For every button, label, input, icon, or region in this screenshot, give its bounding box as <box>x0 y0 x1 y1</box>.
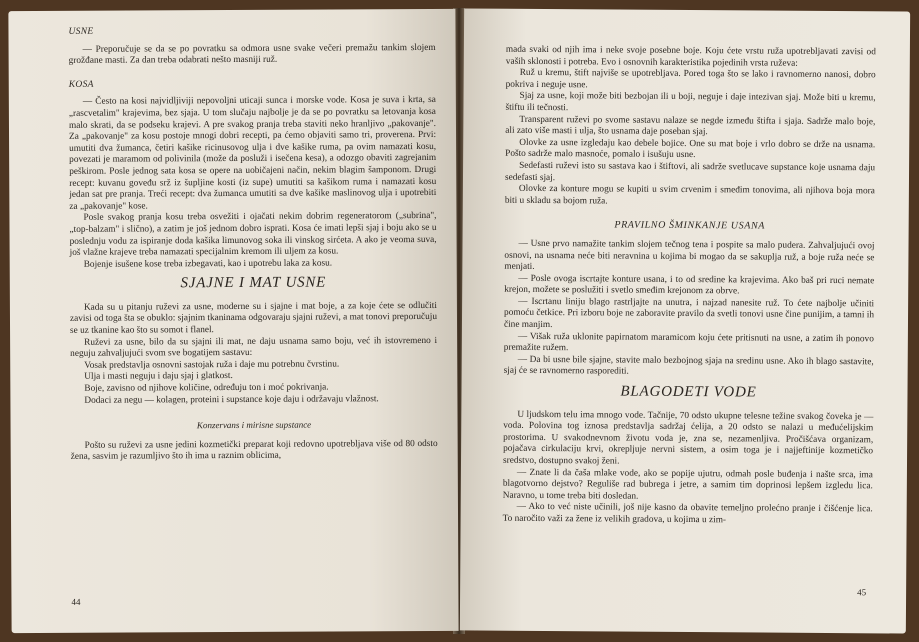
sjajne-paragraph-6: Dodaci za negu — kolagen, proteini i supstance koje daju i održavaju vlažnost. <box>84 393 379 406</box>
kosa-paragraph-1: — Često na kosi najvidljiviji nepovoljni uticaji sunca i morske vode. Kosa je suva i krta, sa „rascvetalim" krajevima, bez sjaja. U tom slučaju najbolje je da se po povratku sa letovanja kosa malo skrati, da se podseku krajevi. A pre svakog pranja treba staviti neko hranljivo „pakovanje". Za „pakovanje" za kosu postoje mnogi dobri recepti, pa ćemo objaviti samo tri, proverena. Prvi: umutiti dva žumanca, četiri kašike ricinusovog ulja i dve kašike ruma, pa ovim namazati kosu, povezati je maramom od polivinila (može da posluži i isečena kesa), a odozgo obaviti zagrejanim peškirom. Posle jednog sata kosa se opere na uobičajeni način, nekim blagim šamponom. Drugi recept: kuvanu goveđu srž iz šupljine kosti (iz supe) umutiti sa kašikom ruma i namazati kosu jedan sat pre pranja. Treći recept: dva žumanca umutiti sa dve kašike maslinovog ulja i upotrebiti za „pakovanje" kose. <box>68 95 437 212</box>
sedefasti-paragraph: Sedefasti ruževi isto su sastava kao i štiftovi, ali sadrže svetlucave supstance koje usnama daju sedefasti sjaj. <box>504 160 876 183</box>
right-page <box>460 8 910 633</box>
pravilno-step-2: — Posle ovoga iscrtajte konture usana, i to od sredine ka krajevima. Ako baš pri ruci nemate krejon, možete se poslužiti i svetlo smeđim krejonom za obrve. <box>504 273 875 297</box>
usne-paragraph: — Preporučuje se da se po povratku sa odmora usne svake večeri premažu tankim slojem grožđane masti. Za dan treba odabrati nešto masniji ruž. <box>68 42 436 67</box>
sjajne-paragraph-5: Boje, zavisno od njihove količine, određuju ton i moć pokrivanja. <box>84 382 329 394</box>
sjajne-paragraph-3: Vosak predstavlja osnovni sastojak ruža i daje mu potrebnu čvrstinu. <box>84 359 340 371</box>
pravilno-step-3: — Iscrtanu liniju blago rastrljajte na unutra, i najzad nanesite ruž. To ćete najbolje učiniti pomoću četkice. Pri izboru boje ne zaboravite pravilo da svetli tonovi usne čine punijim, a tamni ih čine manjim. <box>503 296 875 331</box>
pravilno-step-5: — Da bi usne bile sjajne, stavite malo bezbojnog sjaja na sredinu usne. Ako ih blago sastavite, sjaj će se ravnomerno rasporediti. <box>503 354 874 378</box>
pravilno-step-1: — Usne prvo namažite tankim slojem tečnog tena i pospite sa malo pudera. Zahvaljujući ovoj osnovi, na usnama neće biti neravnina u kojima bi mogao da se sakuplja ruž, a boje ruža neće se menjati. <box>504 238 875 273</box>
ruz-kremu-paragraph: Ruž u kremu, štift najviše se upotrebljava. Pored toga što se lako i ravnomerno nanosi, dobro pokriva i neguje usne. <box>505 68 876 91</box>
ruz-intro-paragraph: mada svaki od njih ima i neke svoje posebne boje. Koju ćete vrstu ruža upotrebljavati zavisi od vaših sklonosti i potreba. Evo i osnovnih karakteristika pojedinih vrsta ruževa: <box>505 44 876 69</box>
left-page <box>8 9 458 633</box>
pravilno-step-4: — Višak ruža uklonite papirnatom maramicom koju ćete pritisnuti na usne, a zatim ih ponovo premažite ružem. <box>503 331 874 354</box>
usne-subheading: USNE <box>68 26 94 37</box>
konzervans-heading: Konzervans i mirisne supstance <box>196 419 312 431</box>
sjajne-heading: SJAJNE I MAT USNE <box>180 274 327 292</box>
sjajne-paragraph-4: Ulja i masti neguju i daju sjaj i glatkost. <box>84 371 233 383</box>
left-page-number: 44 <box>71 596 81 607</box>
blagodeti-paragraph-1: U ljudskom telu ima mnogo vode. Tačnije, 70 odsto ukupne telesne težine svakog čoveka je — voda. Polovina tog iznosa predstavlja sadržaj ćelija, a 20 odsto se nalazi u međućelijskim prostorima. U svakodnevnom životu voda je, zna se, nezamenljiva. Pročišćava organizam, pojačava cirkulaciju krvi, okrepljuje nervni sistem, a osim toga je i najjeftinije kozmetičko sredstvo, dostupno svakoj ženi. <box>502 409 874 467</box>
sjaj-paragraph: Sjaj za usne, koji može biti bezbojan ili u boji, neguje i daje intezivan sjaj. Može biti u kremu, štiftu ili tečnosti. <box>505 91 876 114</box>
olovke-konture-paragraph: Olovke za konture mogu se kupiti u svim crvenim i smeđim tonovima, ali njihova boja mora biti u skladu sa bojom ruža. <box>504 183 875 207</box>
blagodeti-paragraph-3: — Ako to već niste učinili, još nije kasno da obavite temeljno prolećno pranje i čišćenje lica. To naročito važi za žene iz velikih gradova, u kojima u zim- <box>502 502 873 526</box>
konzervans-paragraph-1: Pošto su ruževi za usne jedini kozmetički preparat koji redovno upotrebljava više od 80 odsto žena, sasvim je razumljivo što ih ima u raznim oblicima, <box>70 438 438 463</box>
sjajne-paragraph-2: Ruževi za usne, bilo da su sjajni ili mat, ne daju usnama samo boju, već ih istovremeno i neguju zahvaljujući svom sve bogatijem sastavu: <box>70 335 438 360</box>
blagodeti-paragraph-2: — Znate li da čaša mlake vode, ako se popije ujutru, odmah posle buđenja i našte srca, ima blagotvorno dejstvo? Reguliše rad bubrega i jetre, a samim tim doprinosi lepšem izgledu lica. Naravno, u tome treba biti dosledan. <box>502 467 873 502</box>
right-page-number: 45 <box>857 587 867 598</box>
transparent-paragraph: Transparent ruževi po svome sastavu nalaze se negde između štifta i sjaja. Sadrže malo boje, ali zato više masti i ulja, što usnama daje poseban sjaj. <box>505 114 876 138</box>
pravilno-heading: PRAVILNO ŠMINKANJE USANA <box>614 219 765 232</box>
kosa-subheading: KOSA <box>68 79 94 90</box>
kosa-paragraph-2: Posle svakog pranja kosu treba osvežiti i ojačati nekim dobrim regeneratorom („subrina", „top-balzam" i slično), a zatim je još jednom dobro isprati. Kosa će imati lepši sjaj i boju ako se u poslednju vodu za ispiranje doda kašika limunovog soka ili vinskog sirćeta. A ako je veoma suva, još vlažne krajeve treba namazati specijalnim kremom ili uljem za kosu. <box>69 211 437 258</box>
sjajne-paragraph-1: Kada su u pitanju ruževi za usne, moderne su i sjajne i mat boje, a za koje ćete se odlučiti zavisi od toga šta se obuklo: sjajnim tkaninama odgovaraju sjajni ruževi, a mat tonovi preporučuju se uz tkanine kao što su somot i flanel. <box>69 300 438 336</box>
blagodeti-heading: BLAGODETI VODE <box>620 383 757 401</box>
kosa-paragraph-3: Bojenje isušene kose treba izbegavati, kao i upotrebu laka za kosu. <box>83 258 333 270</box>
olovke-paragraph: Olovke za usne izgledaju kao debele bojice. One su mat boje i vrlo dobro se drže na usnama. Pošto sadrže malo masnoće, pomalo i isušuju usne. <box>505 137 876 161</box>
